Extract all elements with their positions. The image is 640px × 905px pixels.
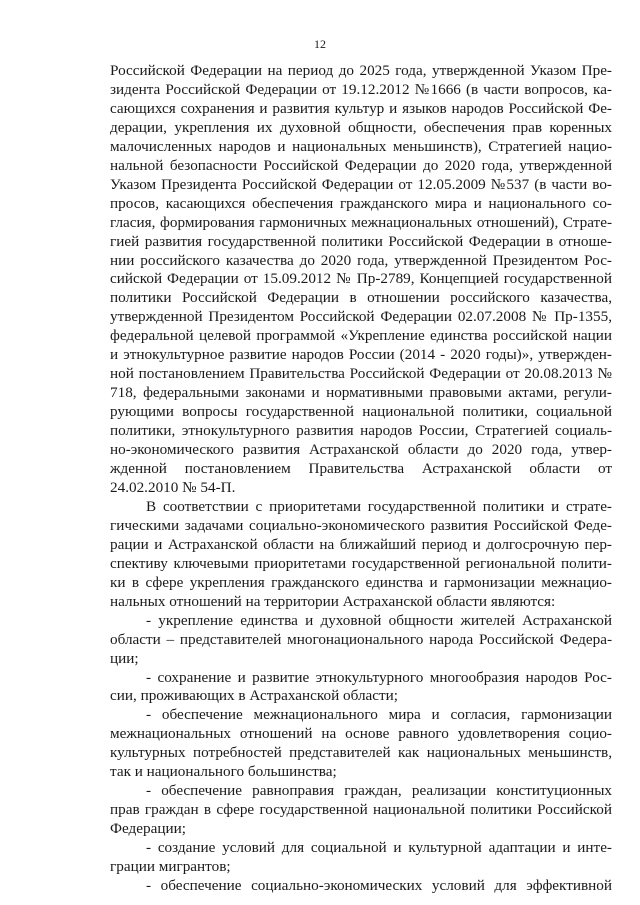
text-line: нии российского казачества до 2020 года, утвержденной Президентом Рос-	[110, 251, 612, 269]
text-line: спективу ключевыми приоритетами государственной региональной полити-	[110, 554, 612, 572]
text-line: - сохранение и развитие этнокультурного многообразия народов Рос-	[146, 668, 612, 686]
text-line: нальной безопасности Российской Федерации до 2020 года, утвержденной	[110, 156, 612, 174]
text-line: ной постановлением Правительства Российской Федерации от 20.08.2013 №	[110, 365, 612, 383]
text-line: сающихся сохранения и развития культур и языков народов Российской Фе-	[110, 99, 612, 117]
text-line: малочисленных народов и национальных меньшинств), Стратегией нацио-	[110, 137, 612, 155]
text-line: - обеспечение социально-экономических условий для эффективной	[146, 876, 612, 894]
text-line: культурных потребностей представителей как национальных меньшинств,	[110, 744, 612, 762]
document-body	[110, 62, 612, 896]
text-line: межнациональных отношений на основе равного удовлетворения социо-	[110, 725, 612, 743]
text-line: гическими задачами социально-экономического развития Российской Феде-	[110, 516, 612, 534]
text-line: нальных отношений на территории Астраханской области являются:	[110, 592, 556, 610]
text-line: жденной постановлением Правительства Астраханской области от	[110, 460, 612, 478]
text-line: политики Российской Федерации в отношении российского казачества,	[110, 289, 612, 307]
text-line: рующими вопросы государственной национальной политики, социальной	[110, 403, 612, 421]
text-line: гией развития государственной политики Российской Федерации в отноше-	[110, 232, 612, 250]
text-line: области – представителей многонационального народа Российской Федера-	[110, 630, 612, 648]
text-line: 24.02.2010 № 54-П.	[110, 478, 236, 496]
text-line: утвержденной Президентом Российской Федерации 02.07.2008 № Пр-1355,	[110, 308, 612, 326]
text-line: гласия, формирования гармоничных межнациональных отношений), Страте-	[110, 213, 612, 231]
text-line: 718, федеральными законами и нормативными правовыми актами, регули-	[110, 384, 612, 402]
text-line: Федерации;	[110, 820, 186, 838]
text-line: и этнокультурное развитие народов России (2014 - 2020 годы)», утвержден-	[110, 346, 612, 364]
text-line: так и национального большинства;	[110, 763, 337, 781]
text-line: грации мигрантов;	[110, 858, 231, 876]
text-line: политики, этнокультурного развития народов России, Стратегией социаль-	[110, 422, 612, 440]
text-line: Российской Федерации на период до 2025 года, утвержденной Указом Пре-	[110, 62, 612, 79]
text-line: прав граждан в сфере государственной национальной политики Российской	[110, 801, 612, 819]
text-line: но-экономического развития Астраханской области до 2020 года, утвер-	[110, 441, 612, 459]
text-line: - обеспечение равноправия граждан, реализации конституционных	[146, 782, 612, 800]
text-line: дерации, укрепления их духовной общности, обеспечения прав коренных	[110, 118, 612, 136]
text-line: ции;	[110, 649, 139, 667]
text-line: сийской Федерации от 15.09.2012 № Пр-2789, Концепцией государственной	[110, 270, 612, 288]
text-line: - укрепление единства и духовной общности жителей Астраханской	[146, 611, 612, 629]
page-number: 12	[314, 37, 326, 51]
text-line: федеральной целевой программой «Укрепление единства российской нации	[110, 327, 612, 345]
text-line: рации и Астраханской области на ближайший период и долгосрочную пер-	[110, 535, 612, 553]
text-line: просов, касающихся обеспечения гражданского мира и национального со-	[110, 194, 612, 212]
text-line: сии, проживающих в Астраханской области;	[110, 687, 398, 705]
text-line: Указом Президента Российской Федерации от 12.05.2009 №537 (в части во-	[110, 175, 612, 193]
text-line: - обеспечение межнационального мира и согласия, гармонизации	[146, 706, 612, 724]
text-line: В соответствии с приоритетами государственной политики и страте-	[146, 497, 612, 515]
text-line: - создание условий для социальной и культурной адаптации и инте-	[146, 839, 612, 857]
text-line: зидента Российской Федерации от 19.12.2012 №1666 (в части вопросов, ка-	[110, 80, 612, 98]
text-line: ки в сфере укрепления гражданского единства и гармонизации межнацио-	[110, 573, 612, 591]
